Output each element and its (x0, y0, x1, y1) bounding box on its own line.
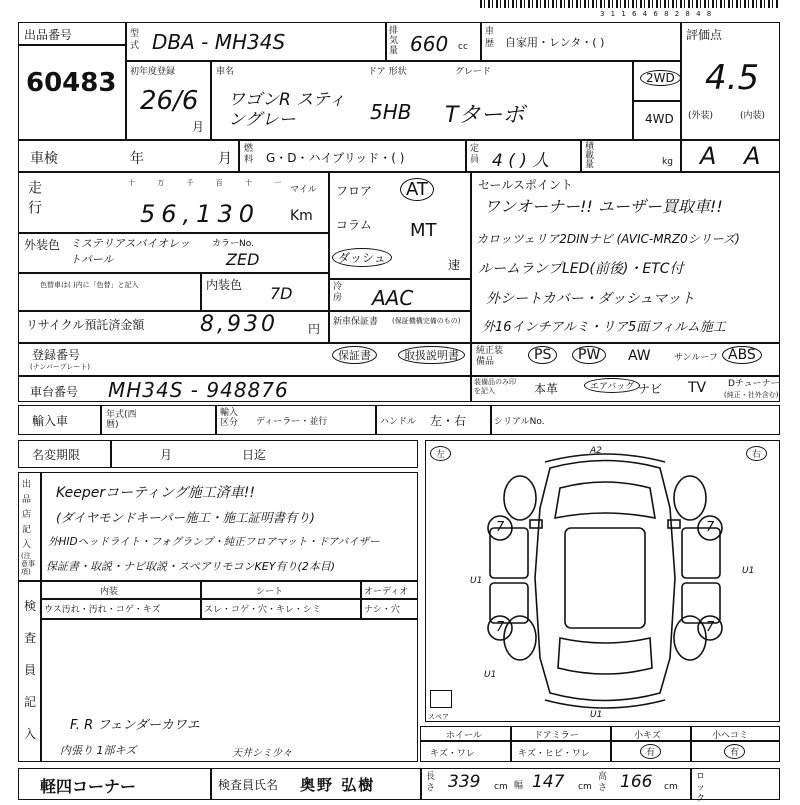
grade-label: グレード (455, 67, 492, 77)
interior-head: 内装 (100, 587, 119, 597)
repaint-note: 色替車は( )内に「色替」と記入 (40, 281, 139, 289)
import-class-value: ディーラー・並行 (256, 417, 328, 427)
drive-2wd: 2WD (640, 70, 681, 86)
note-line: Keeperコーティング施工済車!! (56, 485, 255, 501)
interior-note2: 内張り 1部キズ (60, 744, 137, 757)
drive-4wd: 4WD (645, 112, 674, 126)
door-value: 5HB (370, 100, 412, 124)
recycle-label: リサイクル預託済金額 (26, 318, 145, 332)
diagram-tire-mark: 7 (706, 520, 715, 535)
recycle-unit: 円 (308, 322, 321, 336)
diagram-tire-mark: 7 (496, 520, 505, 535)
diagram-right-label: 右 (746, 446, 767, 461)
first-reg-value: 26/6 (140, 86, 199, 116)
inspector-name: 奥野 弘樹 (300, 776, 376, 794)
width-value: 147 (532, 772, 565, 792)
audio-head: オーディオ (364, 587, 409, 597)
equip-abs: ABS (722, 346, 762, 364)
int-grade: A (744, 142, 761, 170)
diagram-mark-front: A2 (590, 446, 602, 456)
equip-tuner: Dチューナー (728, 379, 780, 389)
equip-pw: PW (572, 346, 606, 364)
load-label: 積載量 (585, 142, 595, 170)
name-value: ワゴンR スティングレー (228, 90, 346, 130)
ac-value: AAC (372, 286, 414, 310)
scratch-head: 小キズ (634, 731, 661, 741)
displacement-label: 排気量 (389, 26, 399, 56)
sales-point-line: ワンオーナー!! ユーザー買取車!! (484, 197, 723, 216)
audio-value: ナシ・穴 (364, 605, 400, 615)
displacement-unit: cc (458, 42, 468, 52)
capacity-value: 4 ( ) 人 (492, 151, 550, 171)
seat-value: スレ・コゲ・穴・キレ・シミ (204, 605, 321, 615)
width-label: 幅 (514, 781, 524, 791)
ac-label: 冷房 (333, 282, 343, 303)
spare-label: スペア (428, 713, 449, 721)
first-reg-month: 月 (192, 120, 205, 134)
length-value: 339 (448, 772, 481, 792)
ext-label: (外装) (688, 111, 714, 121)
score-value: 4.5 (705, 58, 760, 98)
door-label: ドア 形状 (368, 67, 407, 77)
grade-value: Tターボ (445, 103, 525, 128)
interior-side-label: 検査員記入 (24, 599, 37, 741)
interior-note3: 天井シミ少々 (232, 748, 292, 759)
length-label: 長さ (426, 772, 436, 793)
warranty-note: (保証機構完備のもの) (392, 317, 461, 325)
gear-at: AT (400, 178, 434, 201)
equip-navi: ナビ (638, 382, 663, 396)
name-change-month: 月 (160, 448, 173, 462)
equip-airbag: エアバッグ (584, 378, 640, 393)
history-label: 車歴 (485, 27, 495, 49)
interior-note1: F. R フェンダーカワエ (70, 718, 200, 733)
plate-sub: (ナンバープレート) (30, 363, 90, 371)
first-reg-label: 初年度登録 (130, 67, 176, 77)
warranty-manual: 取扱説明書 (398, 346, 465, 364)
equip-aw: AW (628, 348, 651, 364)
chassis-label: 車台番号 (30, 385, 79, 399)
width-unit: cm (578, 782, 592, 792)
barcode (480, 0, 780, 8)
notes-side-note: (注意事項) (21, 552, 35, 576)
wheel-head: ホイール (446, 731, 482, 741)
mileage-unit-mile: マイル (290, 185, 317, 195)
equipment-note: 装備品のみ印を記入 (474, 378, 516, 395)
name-change-day: 日迄 (242, 448, 267, 462)
int-label: (内装) (740, 111, 766, 121)
handle-value: 左・右 (430, 414, 467, 428)
equip-ps: PS (528, 346, 557, 364)
model-label: 型式 (130, 29, 140, 51)
shaken-year: 年 (130, 151, 144, 167)
note-line: (ダイヤモンドキーパー施工・施工証明書有り) (56, 510, 315, 525)
fuel-value: G・D・ハイブリッド・( ) (266, 151, 405, 165)
name-label: 車名 (216, 67, 235, 77)
lot-number: 60483 (26, 68, 117, 98)
inspector-label: 検査員氏名 (218, 778, 279, 792)
chassis-value: MH34S - 948876 (108, 378, 289, 402)
shaken-label: 車検 (30, 151, 58, 167)
seat-head: シート (256, 587, 284, 597)
ext-grade: A (700, 142, 717, 170)
gear-column: コラム (336, 218, 372, 232)
sales-point-line: 外16インチアルミ・リア5面フィルム施工 (482, 320, 726, 335)
import-label: 輸入車 (32, 414, 69, 428)
dent-head: 小ヘコミ (712, 731, 749, 741)
lock-label: ロック (696, 772, 706, 804)
scratch-value: 有 (640, 744, 661, 759)
note-line: 外HIDヘッドライト・フォグランプ・純正フロアマット・ドアバイザー (48, 536, 380, 548)
mileage-label: 走行 (26, 180, 42, 220)
sales-point-line: ルームランプLED(前後)・ETC付 (478, 261, 684, 277)
load-unit: kg (662, 157, 673, 167)
warranty-label: 新車保証書 (333, 317, 379, 327)
sales-point-line: 外シートカバー・ダッシュマット (486, 291, 695, 307)
color-no-label: カラーNo. (212, 239, 254, 249)
notes-side-label: 出品店記入 (22, 480, 32, 550)
history-value: 自家用・レンタ・( ) (505, 36, 605, 49)
equip-tv: TV (688, 380, 707, 396)
model-value: DBA - MH34S (152, 30, 286, 54)
mileage-unit-km: Km (290, 208, 313, 224)
diagram-mark-u1: U1 (742, 566, 755, 576)
height-value: 166 (620, 772, 653, 792)
height-unit: cm (664, 782, 678, 792)
import-year-label: 年式(西暦) (106, 410, 137, 430)
color-no-value: ZED (226, 250, 260, 269)
warranty-book: 保証書 (332, 346, 377, 364)
diagram-tire-mark: 7 (496, 620, 505, 635)
name-change-label: 名変期限 (32, 448, 81, 462)
diagram-mark-u1: U1 (590, 710, 603, 720)
int-color-value: 7D (270, 284, 293, 303)
diagram-mark-u1: U1 (470, 576, 483, 586)
dent-value: 有 (724, 744, 745, 759)
mirror-value: キズ・ヒビ・ワレ (518, 749, 590, 759)
gear-dash: ダッシュ (332, 248, 392, 267)
int-color-label: 内装色 (206, 278, 243, 292)
spare-box (430, 690, 452, 708)
equip-tuner-note: (純正・社外含む) (724, 391, 779, 399)
shaken-month: 月 (218, 151, 232, 167)
recycle-value: 8,930 (200, 312, 278, 337)
equipment-label: 純正装備品 (476, 346, 504, 367)
gear-speed: 速 (448, 258, 461, 272)
gear-mt: MT (410, 220, 437, 241)
wheel-value: キズ・ワレ (430, 749, 475, 759)
note-line: 保証書・取説・ナビ取説・スペアリモコンKEY有り(2本目) (46, 560, 336, 573)
mileage-digit-headers: 十 万 千 百 十 一 (128, 179, 292, 187)
interior-value: ウス汚れ・汚れ・コゲ・キズ (44, 605, 161, 615)
fuel-label: 燃料 (244, 144, 254, 165)
plate-label: 登録番号 (32, 348, 81, 362)
length-unit: cm (494, 782, 508, 792)
height-label: 高さ (598, 772, 608, 793)
equip-sunroof: サンルーフ (674, 353, 718, 363)
ext-color-label: 外装色 (24, 238, 61, 252)
equip-leather: 本革 (534, 382, 559, 396)
mirror-head: ドアミラー (534, 731, 579, 741)
corner-label: 軽四コーナー (40, 777, 137, 796)
sales-points-label: セールスポイント (478, 178, 573, 192)
diagram-mark-u1: U1 (484, 670, 497, 680)
handle-label: ハンドル (380, 417, 417, 427)
barcode-number: 3 1 1 6 4 6 8 2 8 4 8 (600, 10, 714, 18)
diagram-tire-mark: 7 (706, 620, 715, 635)
score-label: 評価点 (686, 28, 723, 42)
gear-floor: フロア (336, 184, 373, 198)
capacity-label: 定員 (470, 144, 480, 165)
diagram-left-label: 左 (430, 446, 451, 461)
serial-label: シリアルNo. (494, 417, 545, 427)
ext-color-value: ミステリアスバイオレットパール (70, 237, 190, 266)
lot-label: 出品番号 (24, 28, 73, 42)
car-diagram (470, 448, 740, 718)
import-class-label: 輸入区分 (220, 408, 239, 428)
mileage-value: 56,130 (140, 200, 260, 228)
displacement-value: 660 (410, 32, 449, 56)
sales-point-line: カロッツェリア2DINナビ (AVIC-MRZ0シリーズ) (476, 232, 740, 246)
